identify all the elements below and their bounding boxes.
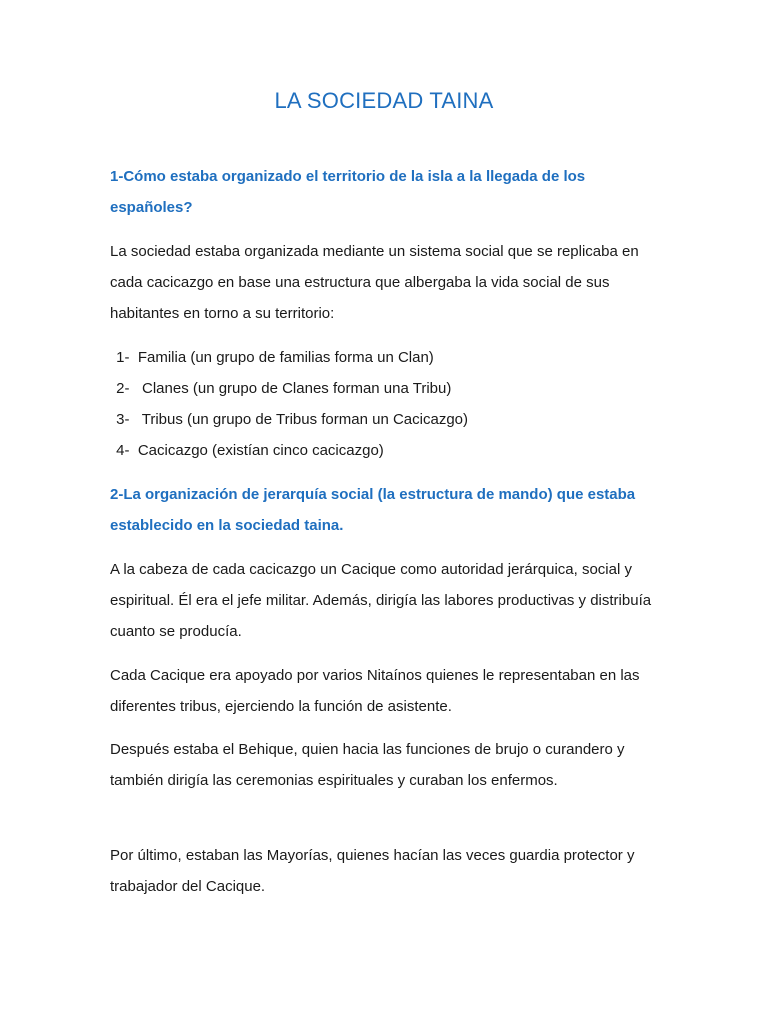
- question-1-answer: La sociedad estaba organizada mediante un sistema social que se replicaba en cada cacicazgo en base una estructura que albergaba la vida social de sus habitantes en torno a su territorio:: [110, 243, 639, 322]
- paragraph-mayorias: Por último, estaban las Mayorías, quienes hacían las veces guardia protector y trabajador del Cacique.: [110, 847, 635, 895]
- question-1-heading: 1-Cómo estaba organizado el territorio de la isla a la llegada de los españoles?: [110, 168, 586, 216]
- paragraph-behique: Después estaba el Behique, quien hacia las funciones de brujo o curandero y también dirigía las ceremonias espirituales y curaban los enfermos.: [110, 741, 625, 789]
- list-item-familia: 1- Familia (un grupo de familias forma un Clan): [112, 349, 434, 366]
- paragraph-nitainos: Cada Cacique era apoyado por varios Nitaínos quienes le representaban en las diferentes tribus, ejerciendo la función de asistente.: [110, 667, 640, 715]
- document-title: LA SOCIEDAD TAINA: [274, 88, 494, 113]
- paragraph-cacique: A la cabeza de cada cacicazgo un Cacique como autoridad jerárquica, social y espiritual. Él era el jefe militar. Además, dirigía las labores productivas y distribuía cuanto se producía.: [110, 561, 652, 640]
- list-item-clanes: 2- Clanes (un grupo de Clanes forman una Tribu): [112, 380, 452, 397]
- list-item-cacicazgo: 4- Cacicazgo (existían cinco cacicazgo): [112, 442, 384, 459]
- list-item-tribus: 3- Tribus (un grupo de Tribus forman un Cacicazgo): [112, 411, 469, 428]
- question-2-heading: 2-La organización de jerarquía social (la estructura de mando) que estaba establecido en la sociedad taina.: [110, 486, 636, 534]
